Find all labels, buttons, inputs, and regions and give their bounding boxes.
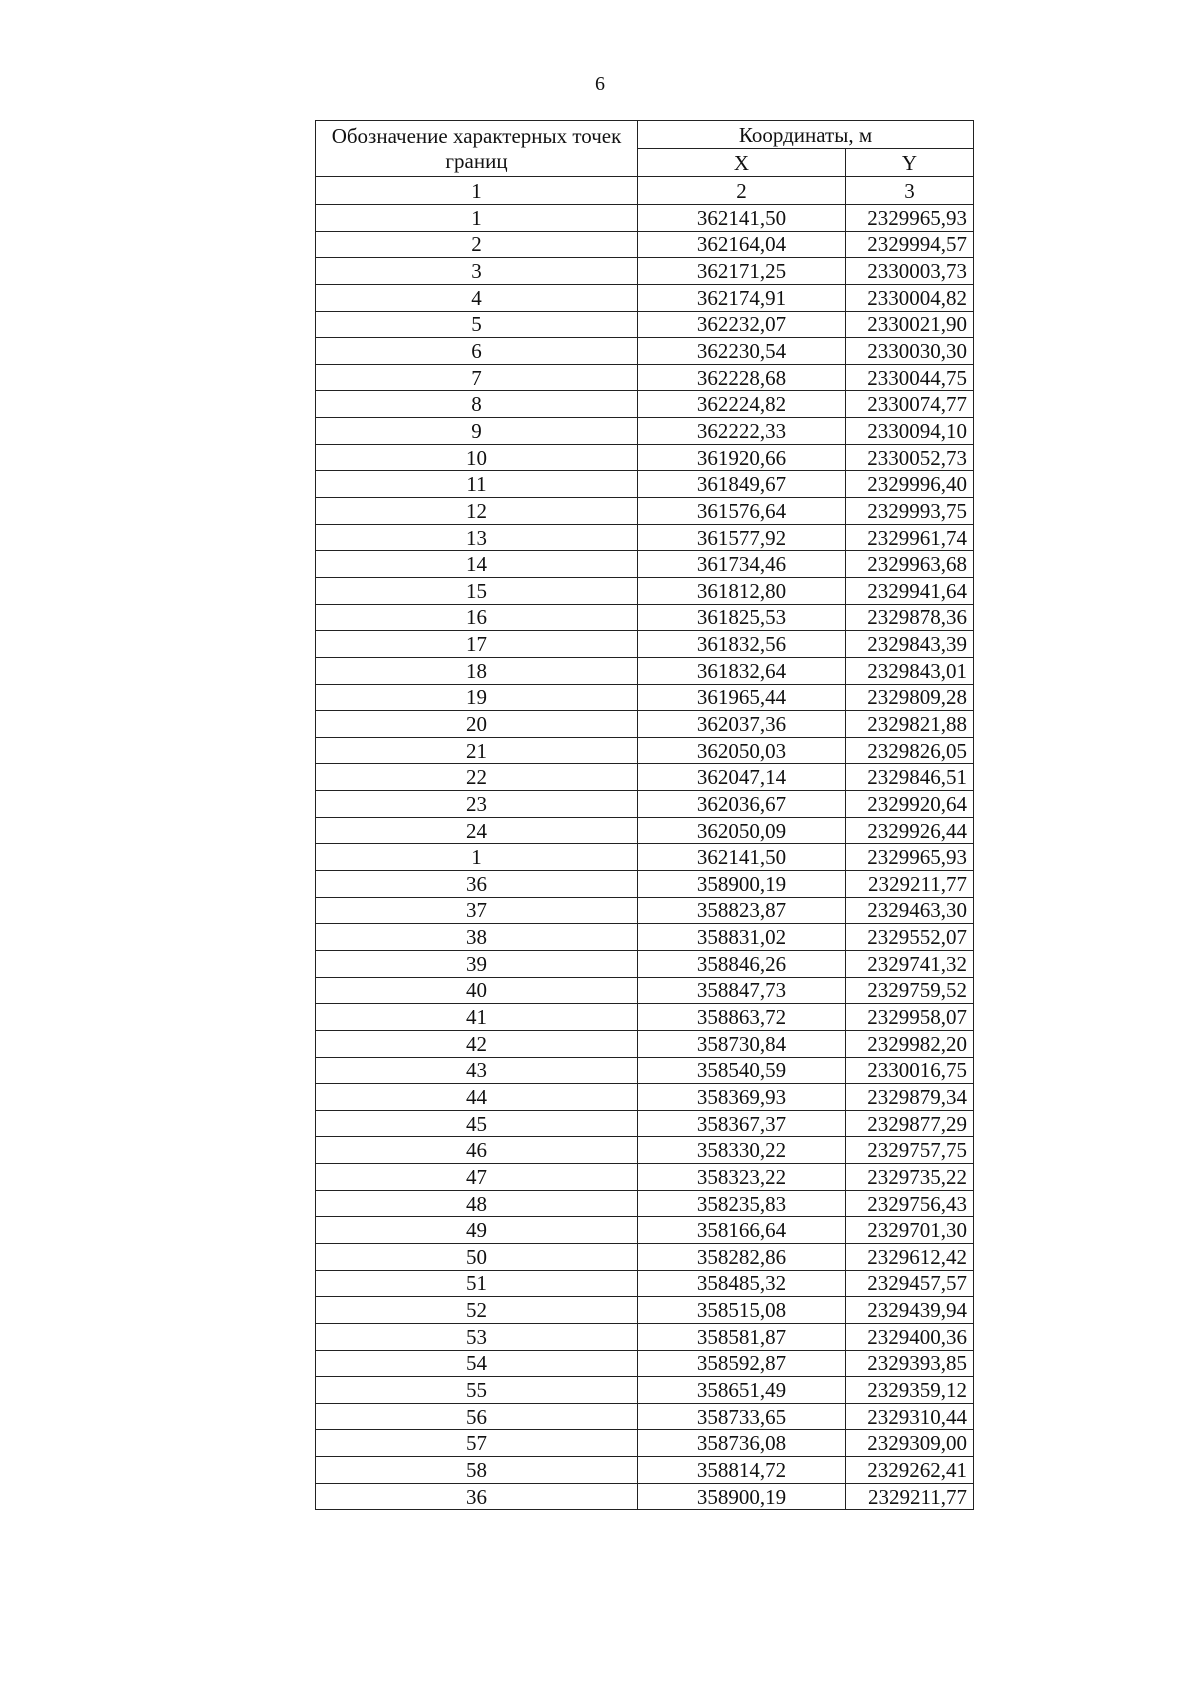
point-number-cell: 13: [316, 524, 638, 551]
table-body: [316, 205, 974, 1510]
boundary-coordinates-table: [315, 120, 974, 1510]
table-row: [316, 764, 974, 791]
x-coordinate-cell: 358900,19: [638, 871, 846, 898]
x-coordinate-cell: 362171,25: [638, 258, 846, 285]
x-coordinate-cell: 362050,03: [638, 737, 846, 764]
point-number-cell: 53: [316, 1323, 638, 1350]
x-coordinate-cell: 358847,73: [638, 977, 846, 1004]
y-coordinate-cell: 2330004,82: [846, 284, 974, 311]
table-row: [316, 1243, 974, 1270]
y-coordinate-cell: 2330016,75: [846, 1057, 974, 1084]
x-coordinate-cell: 358730,84: [638, 1030, 846, 1057]
table-row: [316, 205, 974, 232]
point-number-cell: 20: [316, 711, 638, 738]
x-coordinate-cell: 362036,67: [638, 791, 846, 818]
table-row: [316, 258, 974, 285]
table-row: [316, 871, 974, 898]
table-row: [316, 844, 974, 871]
y-coordinate-cell: 2329821,88: [846, 711, 974, 738]
x-coordinate-cell: 358166,64: [638, 1217, 846, 1244]
x-coordinate-cell: 362050,09: [638, 817, 846, 844]
point-number-cell: 38: [316, 924, 638, 951]
x-coordinate-cell: 358831,02: [638, 924, 846, 951]
y-coordinate-cell: 2329826,05: [846, 737, 974, 764]
table-row: [316, 1270, 974, 1297]
point-number-cell: 16: [316, 604, 638, 631]
x-coordinate-cell: 362141,50: [638, 844, 846, 871]
point-number-cell: 5: [316, 311, 638, 338]
table-row: [316, 231, 974, 258]
y-coordinate-cell: 2329211,77: [846, 871, 974, 898]
x-coordinate-cell: 358367,37: [638, 1110, 846, 1137]
y-coordinate-cell: 2329612,42: [846, 1243, 974, 1270]
y-coordinate-cell: 2330052,73: [846, 444, 974, 471]
y-coordinate-cell: 2329961,74: [846, 524, 974, 551]
point-number-cell: 17: [316, 631, 638, 658]
x-coordinate-cell: 358369,93: [638, 1084, 846, 1111]
y-coordinate-cell: 2329926,44: [846, 817, 974, 844]
y-coordinate-cell: 2329877,29: [846, 1110, 974, 1137]
point-number-cell: 4: [316, 284, 638, 311]
point-number-cell: 21: [316, 737, 638, 764]
y-coordinate-cell: 2330044,75: [846, 364, 974, 391]
x-coordinate-cell: 358814,72: [638, 1457, 846, 1484]
point-number-cell: 37: [316, 897, 638, 924]
table-row: [316, 737, 974, 764]
point-number-cell: 24: [316, 817, 638, 844]
column-number-1: 1: [316, 177, 638, 205]
y-coordinate-cell: 2329993,75: [846, 498, 974, 525]
point-number-cell: 23: [316, 791, 638, 818]
table-row: [316, 311, 974, 338]
page-number: 6: [595, 73, 605, 95]
y-coordinate-cell: 2329846,51: [846, 764, 974, 791]
table-row: [316, 1030, 974, 1057]
x-coordinate-cell: 358846,26: [638, 950, 846, 977]
x-coordinate-cell: 358235,83: [638, 1190, 846, 1217]
table-row: [316, 338, 974, 365]
x-coordinate-cell: 358282,86: [638, 1243, 846, 1270]
y-coordinate-cell: 2329757,75: [846, 1137, 974, 1164]
point-number-cell: 44: [316, 1084, 638, 1111]
table-row: [316, 1430, 974, 1457]
table-row: [316, 1297, 974, 1324]
table-row: [316, 1323, 974, 1350]
table-row: [316, 551, 974, 578]
table-row: [316, 391, 974, 418]
y-coordinate-cell: 2329843,01: [846, 657, 974, 684]
x-coordinate-cell: 361832,64: [638, 657, 846, 684]
table-row: [316, 1403, 974, 1430]
point-number-cell: 57: [316, 1430, 638, 1457]
table-row: [316, 284, 974, 311]
x-coordinate-cell: 358733,65: [638, 1403, 846, 1430]
y-coordinate-cell: 2330030,30: [846, 338, 974, 365]
y-coordinate-cell: 2329463,30: [846, 897, 974, 924]
x-coordinate-cell: 358540,59: [638, 1057, 846, 1084]
header-point-designation: Обозначение характерных точек границ: [316, 121, 638, 177]
table-row: [316, 418, 974, 445]
x-coordinate-cell: 358900,19: [638, 1483, 846, 1510]
point-number-cell: 48: [316, 1190, 638, 1217]
header-x: X: [638, 149, 846, 177]
x-coordinate-cell: 358863,72: [638, 1004, 846, 1031]
point-number-cell: 3: [316, 258, 638, 285]
point-number-cell: 54: [316, 1350, 638, 1377]
y-coordinate-cell: 2329965,93: [846, 205, 974, 232]
x-coordinate-cell: 358651,49: [638, 1377, 846, 1404]
point-number-cell: 47: [316, 1164, 638, 1191]
y-coordinate-cell: 2329994,57: [846, 231, 974, 258]
point-number-cell: 14: [316, 551, 638, 578]
point-number-cell: 52: [316, 1297, 638, 1324]
x-coordinate-cell: 361920,66: [638, 444, 846, 471]
point-number-cell: 45: [316, 1110, 638, 1137]
header-y: Y: [846, 149, 974, 177]
point-number-cell: 10: [316, 444, 638, 471]
y-coordinate-cell: 2329552,07: [846, 924, 974, 951]
x-coordinate-cell: 362224,82: [638, 391, 846, 418]
y-coordinate-cell: 2330021,90: [846, 311, 974, 338]
column-number-2: 2: [638, 177, 846, 205]
point-number-cell: 22: [316, 764, 638, 791]
y-coordinate-cell: 2329400,36: [846, 1323, 974, 1350]
table-row: [316, 950, 974, 977]
point-number-cell: 46: [316, 1137, 638, 1164]
point-number-cell: 51: [316, 1270, 638, 1297]
x-coordinate-cell: 362141,50: [638, 205, 846, 232]
y-coordinate-cell: 2330094,10: [846, 418, 974, 445]
x-coordinate-cell: 361849,67: [638, 471, 846, 498]
x-coordinate-cell: 361576,64: [638, 498, 846, 525]
x-coordinate-cell: 361812,80: [638, 577, 846, 604]
y-coordinate-cell: 2329958,07: [846, 1004, 974, 1031]
table-row: [316, 1217, 974, 1244]
table-row: [316, 604, 974, 631]
x-coordinate-cell: 362037,36: [638, 711, 846, 738]
point-number-cell: 15: [316, 577, 638, 604]
x-coordinate-cell: 358581,87: [638, 1323, 846, 1350]
x-coordinate-cell: 358736,08: [638, 1430, 846, 1457]
y-coordinate-cell: 2329879,34: [846, 1084, 974, 1111]
table-row: [316, 364, 974, 391]
x-coordinate-cell: 361965,44: [638, 684, 846, 711]
x-coordinate-cell: 361734,46: [638, 551, 846, 578]
x-coordinate-cell: 358330,22: [638, 1137, 846, 1164]
point-number-cell: 39: [316, 950, 638, 977]
point-number-cell: 11: [316, 471, 638, 498]
table-row: [316, 1110, 974, 1137]
table-row: [316, 657, 974, 684]
point-number-cell: 56: [316, 1403, 638, 1430]
x-coordinate-cell: 358515,08: [638, 1297, 846, 1324]
table-row: [316, 1350, 974, 1377]
y-coordinate-cell: 2329965,93: [846, 844, 974, 871]
y-coordinate-cell: 2329457,57: [846, 1270, 974, 1297]
table-row: [316, 1057, 974, 1084]
table-row: [316, 817, 974, 844]
table-row: [316, 471, 974, 498]
point-number-cell: 49: [316, 1217, 638, 1244]
y-coordinate-cell: 2329439,94: [846, 1297, 974, 1324]
x-coordinate-cell: 358485,32: [638, 1270, 846, 1297]
point-number-cell: 2: [316, 231, 638, 258]
point-number-cell: 1: [316, 844, 638, 871]
point-number-cell: 55: [316, 1377, 638, 1404]
header-coordinates: Координаты, м: [638, 121, 974, 149]
table-row: [316, 897, 974, 924]
point-number-cell: 50: [316, 1243, 638, 1270]
point-number-cell: 9: [316, 418, 638, 445]
table-header: [316, 121, 974, 205]
table-row: [316, 1457, 974, 1484]
table-row: [316, 924, 974, 951]
point-number-cell: 42: [316, 1030, 638, 1057]
point-number-cell: 41: [316, 1004, 638, 1031]
y-coordinate-cell: 2329262,41: [846, 1457, 974, 1484]
x-coordinate-cell: 361832,56: [638, 631, 846, 658]
table-row: [316, 1004, 974, 1031]
y-coordinate-cell: 2329741,32: [846, 950, 974, 977]
x-coordinate-cell: 362164,04: [638, 231, 846, 258]
table-row: [316, 444, 974, 471]
table-row: [316, 1483, 974, 1510]
table-row: [316, 1084, 974, 1111]
table-row: [316, 1190, 974, 1217]
y-coordinate-cell: 2329735,22: [846, 1164, 974, 1191]
y-coordinate-cell: 2329701,30: [846, 1217, 974, 1244]
x-coordinate-cell: 362047,14: [638, 764, 846, 791]
y-coordinate-cell: 2329982,20: [846, 1030, 974, 1057]
x-coordinate-cell: 362232,07: [638, 311, 846, 338]
point-number-cell: 36: [316, 1483, 638, 1510]
x-coordinate-cell: 362228,68: [638, 364, 846, 391]
y-coordinate-cell: 2330074,77: [846, 391, 974, 418]
y-coordinate-cell: 2329756,43: [846, 1190, 974, 1217]
y-coordinate-cell: 2329878,36: [846, 604, 974, 631]
point-number-cell: 18: [316, 657, 638, 684]
y-coordinate-cell: 2329941,64: [846, 577, 974, 604]
y-coordinate-cell: 2329996,40: [846, 471, 974, 498]
y-coordinate-cell: 2329359,12: [846, 1377, 974, 1404]
y-coordinate-cell: 2329920,64: [846, 791, 974, 818]
x-coordinate-cell: 362230,54: [638, 338, 846, 365]
point-number-cell: 58: [316, 1457, 638, 1484]
x-coordinate-cell: 358823,87: [638, 897, 846, 924]
x-coordinate-cell: 362174,91: [638, 284, 846, 311]
table-row: [316, 631, 974, 658]
x-coordinate-cell: 361825,53: [638, 604, 846, 631]
point-number-cell: 8: [316, 391, 638, 418]
y-coordinate-cell: 2329809,28: [846, 684, 974, 711]
table-row: [316, 1164, 974, 1191]
point-number-cell: 7: [316, 364, 638, 391]
x-coordinate-cell: 361577,92: [638, 524, 846, 551]
table-row: [316, 711, 974, 738]
x-coordinate-cell: 362222,33: [638, 418, 846, 445]
point-number-cell: 6: [316, 338, 638, 365]
point-number-cell: 1: [316, 205, 638, 232]
y-coordinate-cell: 2329310,44: [846, 1403, 974, 1430]
y-coordinate-cell: 2329393,85: [846, 1350, 974, 1377]
column-number-3: 3: [846, 177, 974, 205]
y-coordinate-cell: 2330003,73: [846, 258, 974, 285]
x-coordinate-cell: 358323,22: [638, 1164, 846, 1191]
point-number-cell: 40: [316, 977, 638, 1004]
x-coordinate-cell: 358592,87: [638, 1350, 846, 1377]
y-coordinate-cell: 2329309,00: [846, 1430, 974, 1457]
table-row: [316, 524, 974, 551]
y-coordinate-cell: 2329843,39: [846, 631, 974, 658]
y-coordinate-cell: 2329759,52: [846, 977, 974, 1004]
table-row: [316, 498, 974, 525]
table-row: [316, 577, 974, 604]
point-number-cell: 19: [316, 684, 638, 711]
table-row: [316, 684, 974, 711]
table-row: [316, 791, 974, 818]
point-number-cell: 43: [316, 1057, 638, 1084]
point-number-cell: 12: [316, 498, 638, 525]
y-coordinate-cell: 2329963,68: [846, 551, 974, 578]
table-row: [316, 1137, 974, 1164]
y-coordinate-cell: 2329211,77: [846, 1483, 974, 1510]
point-number-cell: 36: [316, 871, 638, 898]
table-row: [316, 977, 974, 1004]
table-row: [316, 1377, 974, 1404]
